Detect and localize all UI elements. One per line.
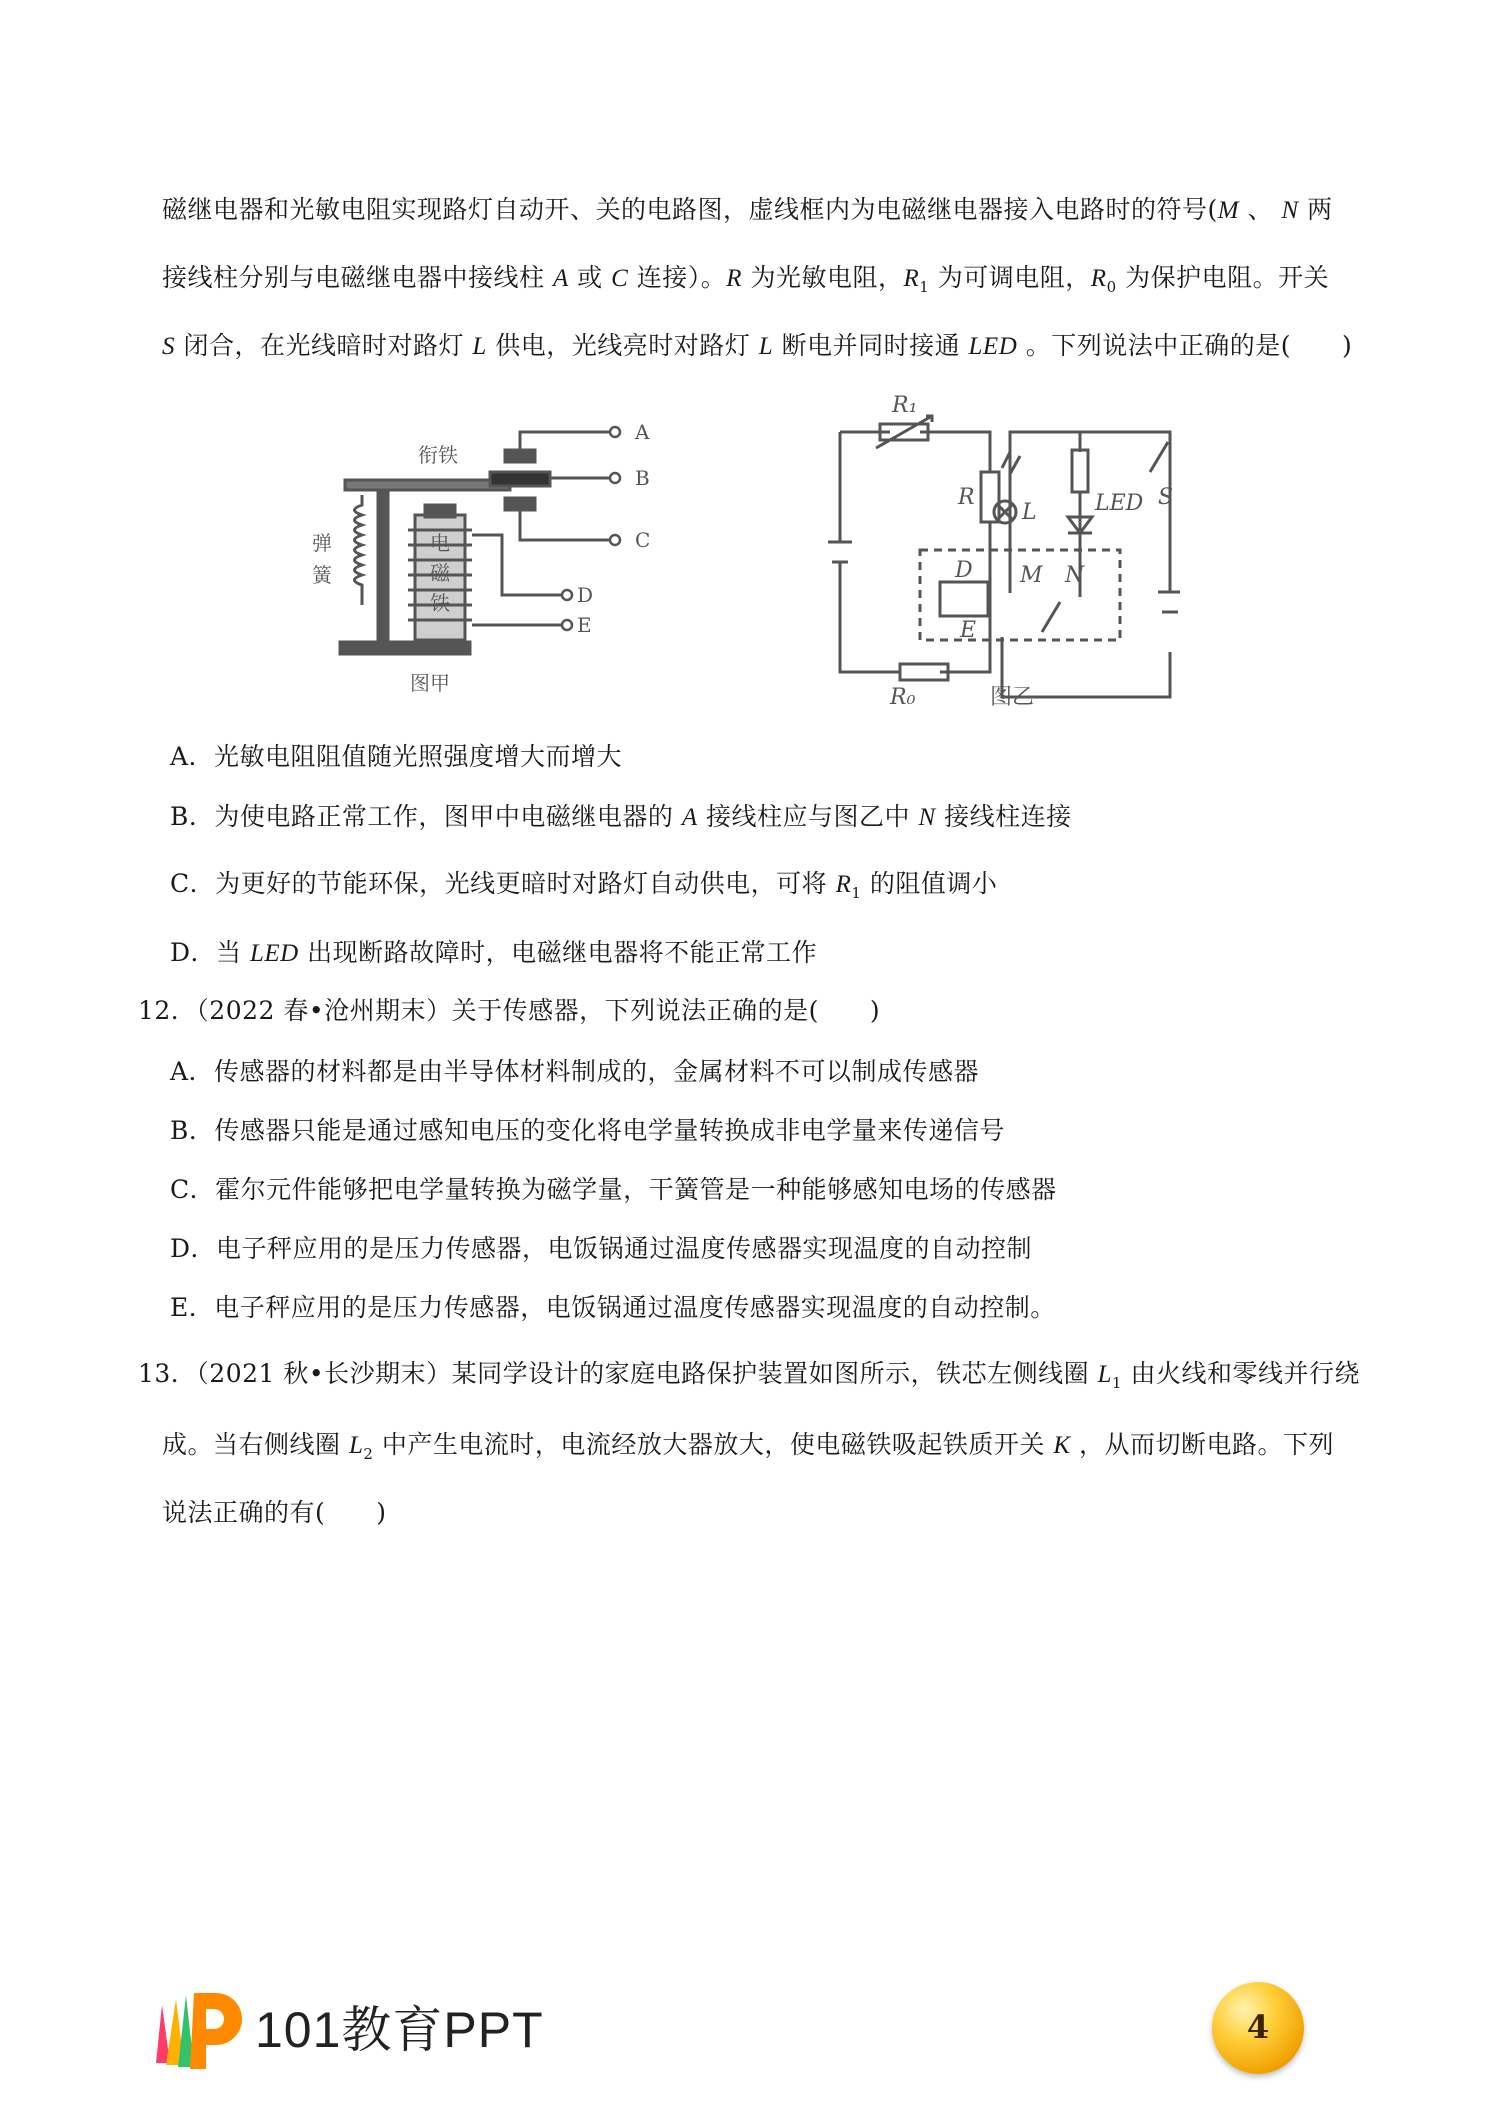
q11-var: A xyxy=(552,265,569,292)
q11-text: 接线柱分别与电磁继电器中接线柱 xyxy=(162,263,553,292)
label-M: M xyxy=(1020,563,1043,588)
q11-option-C xyxy=(170,864,997,902)
q11-var-N: N xyxy=(1281,197,1299,224)
option-text: C．为更好的节能环保，光线更暗时对路灯自动供电，可将 xyxy=(170,869,836,898)
label-core: 铁 xyxy=(430,591,450,615)
label-B: B xyxy=(635,466,650,490)
label-E: E xyxy=(577,613,592,637)
switch-S xyxy=(1150,442,1168,472)
option-text: A．传感器的材料都是由半导体材料制成的，金属材料不可以制成传感器 xyxy=(170,1057,980,1086)
q12-option-B xyxy=(170,1111,1005,1147)
terminal-C xyxy=(610,535,620,545)
q13-line-3 xyxy=(162,1493,387,1529)
figure-yi-caption: 图乙 xyxy=(990,685,1035,710)
q12-stem xyxy=(138,991,880,1027)
option-var: N xyxy=(918,804,936,831)
battery-right xyxy=(1158,592,1180,612)
q13-var: L xyxy=(348,1432,364,1459)
label-L: L xyxy=(1022,500,1037,525)
option-text: B．传感器只能是通过感知电压的变化将电学量转换成非电学量来传递信号 xyxy=(170,1116,1005,1145)
q11-option-A xyxy=(170,737,622,773)
label-S: S xyxy=(1158,485,1174,510)
option-text: E．电子秤应用的是压力传感器，电饭锅通过温度传感器实现温度的自动控制。 xyxy=(170,1293,1056,1322)
brand-name: 101教育PPT xyxy=(255,2002,544,2058)
q11-var: R xyxy=(903,265,920,292)
armature-bar xyxy=(345,480,510,490)
option-text: 接线柱应与图乙中 xyxy=(697,802,919,831)
q13-text: 13．（2021 秋•长沙期末）某同学设计的家庭电路保护装置如图所示，铁芯左侧线圈 xyxy=(138,1359,1098,1388)
q11-option-D xyxy=(170,933,817,969)
q11-text: 或 xyxy=(568,263,612,292)
option-text: 出现断路故障时，电磁继电器将不能正常工作 xyxy=(298,938,818,967)
q11-text: 、 xyxy=(1239,195,1282,224)
q11-var: S xyxy=(162,333,175,360)
q11-sub: 1 xyxy=(919,278,930,296)
label-armature: 衔铁 xyxy=(418,443,458,467)
led-resistor xyxy=(1072,450,1088,492)
q13-sub: 1 xyxy=(1111,1374,1123,1392)
q12-option-D xyxy=(170,1229,1032,1265)
q12-stem-text: 12．（2022 春•沧州期末）关于传感器，下列说法正确的是( ) xyxy=(138,996,881,1025)
q11-sub: 0 xyxy=(1106,278,1117,296)
page-number: 4 xyxy=(1246,2008,1270,2046)
label-R1: R₁ xyxy=(892,393,918,418)
q11-var: LED xyxy=(968,333,1018,360)
spring-coil xyxy=(355,495,363,605)
label-spring: 簧 xyxy=(312,563,332,587)
q11-var: C xyxy=(611,265,629,292)
option-text: B．为使电路正常工作，图甲中电磁继电器的 xyxy=(170,802,682,831)
q11-text: 断电并同时接通 xyxy=(773,331,969,360)
label-core: 电 xyxy=(430,531,450,555)
q11-text: 两 xyxy=(1298,195,1333,224)
figure-jia xyxy=(300,420,660,700)
q11-text: 。下列说法中正确的是( ) xyxy=(1017,331,1353,360)
contact-A xyxy=(505,450,535,462)
terminal-E xyxy=(562,620,572,630)
label-spring: 弹 xyxy=(312,531,332,555)
option-text: 的阻值调小 xyxy=(861,869,998,898)
q13-line-2 xyxy=(162,1425,1334,1463)
q13-line-1 xyxy=(138,1354,1360,1392)
figure-jia-caption: 图甲 xyxy=(410,671,450,695)
yoke-post xyxy=(378,480,388,650)
q11-line-3 xyxy=(162,326,1352,362)
q13-text: 由火线和零线并行绕 xyxy=(1122,1359,1360,1388)
q11-line-1 xyxy=(162,190,1333,226)
relay-switch xyxy=(1042,602,1060,632)
base-plate xyxy=(340,642,470,654)
q13-text: 成。当右侧线圈 xyxy=(162,1430,349,1459)
option-var: LED xyxy=(250,940,299,967)
q11-var: R xyxy=(1090,265,1107,292)
label-LED: LED xyxy=(1095,491,1144,516)
option-text: 接线柱连接 xyxy=(935,802,1072,831)
q13-var: K xyxy=(1053,1432,1071,1459)
battery-left xyxy=(828,542,852,562)
label-A: A xyxy=(635,420,650,444)
q13-sub: 2 xyxy=(363,1445,374,1463)
contact-B xyxy=(490,472,550,486)
brand-logo-icon xyxy=(148,1985,248,2075)
option-var: A xyxy=(681,804,698,831)
terminal-A xyxy=(610,427,620,437)
q11-line-2 xyxy=(162,258,1329,296)
label-N: N xyxy=(1065,563,1085,588)
label-R: R xyxy=(958,485,975,510)
label-R0: R₀ xyxy=(890,685,916,710)
contact-C xyxy=(505,498,535,510)
q11-var: L xyxy=(472,333,487,360)
q11-text: 供电，光线亮时对路灯 xyxy=(486,331,759,360)
q11-text: 磁继电器和光敏电阻实现路灯自动开、关的电路图，虚线框内为电磁继电器接入电路时的符号( xyxy=(162,195,1218,224)
option-sub: 1 xyxy=(851,884,862,902)
label-core: 磁 xyxy=(430,561,450,585)
option-text: C．霍尔元件能够把电学量转换为磁学量，干簧管是一种能够感知电场的传感器 xyxy=(170,1175,1057,1204)
option-text: A．光敏电阻阻值随光照强度增大而增大 xyxy=(170,742,623,771)
label-E: E xyxy=(960,618,977,643)
q11-text: 连接）。 xyxy=(628,263,727,292)
option-var: R xyxy=(835,871,852,898)
q11-text: 闭合，在光线暗时对路灯 xyxy=(175,331,473,360)
page-number-badge xyxy=(1212,1982,1304,2074)
q12-option-A xyxy=(170,1052,979,1088)
q11-var: L xyxy=(758,333,774,360)
q13-text: 说法正确的有( ) xyxy=(162,1498,387,1527)
photoresistor-R xyxy=(981,472,999,522)
q11-option-B xyxy=(170,797,1072,833)
label-C: C xyxy=(635,528,651,552)
q13-text: 中产生电流时，电流经放大器放大，使电磁铁吸起铁质开关 xyxy=(373,1430,1054,1459)
option-text: D．电子秤应用的是压力传感器，电饭锅通过温度传感器实现温度的自动控制 xyxy=(170,1234,1033,1263)
q13-var: L xyxy=(1097,1361,1112,1388)
core-cap xyxy=(425,505,455,517)
label-D: D xyxy=(955,558,973,583)
wire-C xyxy=(520,510,610,540)
q12-option-E xyxy=(170,1288,1056,1324)
q11-text: 为可调电阻， xyxy=(929,263,1091,292)
q13-text: ，从而切断电路。下列 xyxy=(1070,1430,1334,1459)
option-text: D．当 xyxy=(170,938,250,967)
q11-var-M: M xyxy=(1217,197,1240,224)
q11-text: 为保护电阻。开关 xyxy=(1116,263,1330,292)
terminal-D xyxy=(562,590,572,600)
figure-yi xyxy=(820,392,1180,712)
wire-A xyxy=(520,432,610,450)
label-D: D xyxy=(577,583,594,607)
q11-var: R xyxy=(726,265,743,292)
relay-coil xyxy=(940,582,988,616)
q11-text: 为光敏电阻， xyxy=(742,263,904,292)
terminal-B xyxy=(610,473,620,483)
wire-D xyxy=(472,535,562,595)
q12-option-C xyxy=(170,1170,1057,1206)
